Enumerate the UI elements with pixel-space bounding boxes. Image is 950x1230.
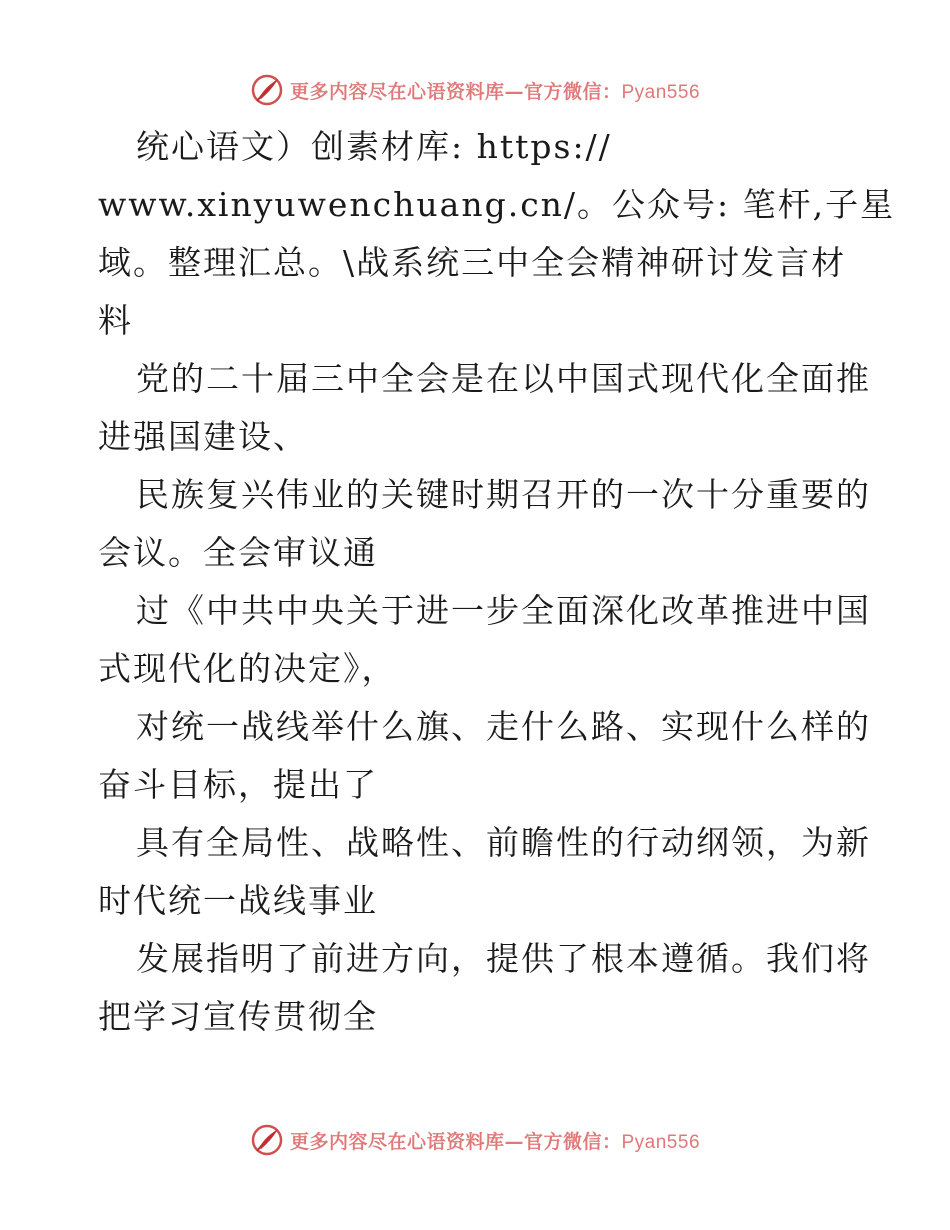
body-text-line: 过《中共中央关于进一步全面深化改革推进中国 [136, 591, 871, 630]
body-text-line: 域。整理汇总。\战系统三中全会精神研讨发言材 [98, 243, 847, 282]
body-text-line: www.xinyuwenchuang.cn/。公众号: 笔杆,子星 [98, 185, 896, 224]
banner-text [290, 77, 700, 104]
body-text-line: 党的二十届三中全会是在以中国式现代化全面推 [136, 359, 871, 398]
body-text-line: 式现代化的决定》， [98, 649, 397, 688]
body-text-line: 统心语文）创素材库: https:// [136, 127, 612, 166]
banner-slogan: 更多内容尽在心语资料库—官方微信： [289, 1130, 622, 1153]
body-text-line: 对统一战线举什么旗、走什么路、实现什么样的 [136, 707, 871, 746]
document-body [98, 118, 896, 1046]
body-text-line: 进强国建设、 [98, 417, 308, 456]
banner-text [290, 1127, 700, 1154]
wechat-id: Pyan556 [621, 1131, 701, 1153]
footer-banner [0, 1120, 950, 1160]
body-text-line: 把学习宣传贯彻全 [98, 997, 378, 1036]
body-text-line: 发展指明了前进方向，提供了根本遵循。我们将 [136, 939, 871, 978]
body-text-line: 具有全局性、战略性、前瞻性的行动纲领，为新 [136, 823, 871, 862]
body-text-line: 料 [98, 301, 133, 340]
body-text-line: 民族复兴伟业的关键时期召开的一次十分重要的 [136, 475, 871, 514]
quill-logo-icon [250, 73, 284, 107]
body-text-line: 会议。全会审议通 [98, 533, 378, 572]
wechat-id: Pyan556 [621, 81, 701, 103]
body-text-line: 时代统一战线事业 [98, 881, 378, 920]
header-banner [0, 70, 950, 110]
body-text-line: 奋斗目标，提出了 [98, 765, 378, 804]
quill-logo-icon [250, 1123, 284, 1157]
banner-slogan: 更多内容尽在心语资料库—官方微信： [289, 80, 622, 103]
